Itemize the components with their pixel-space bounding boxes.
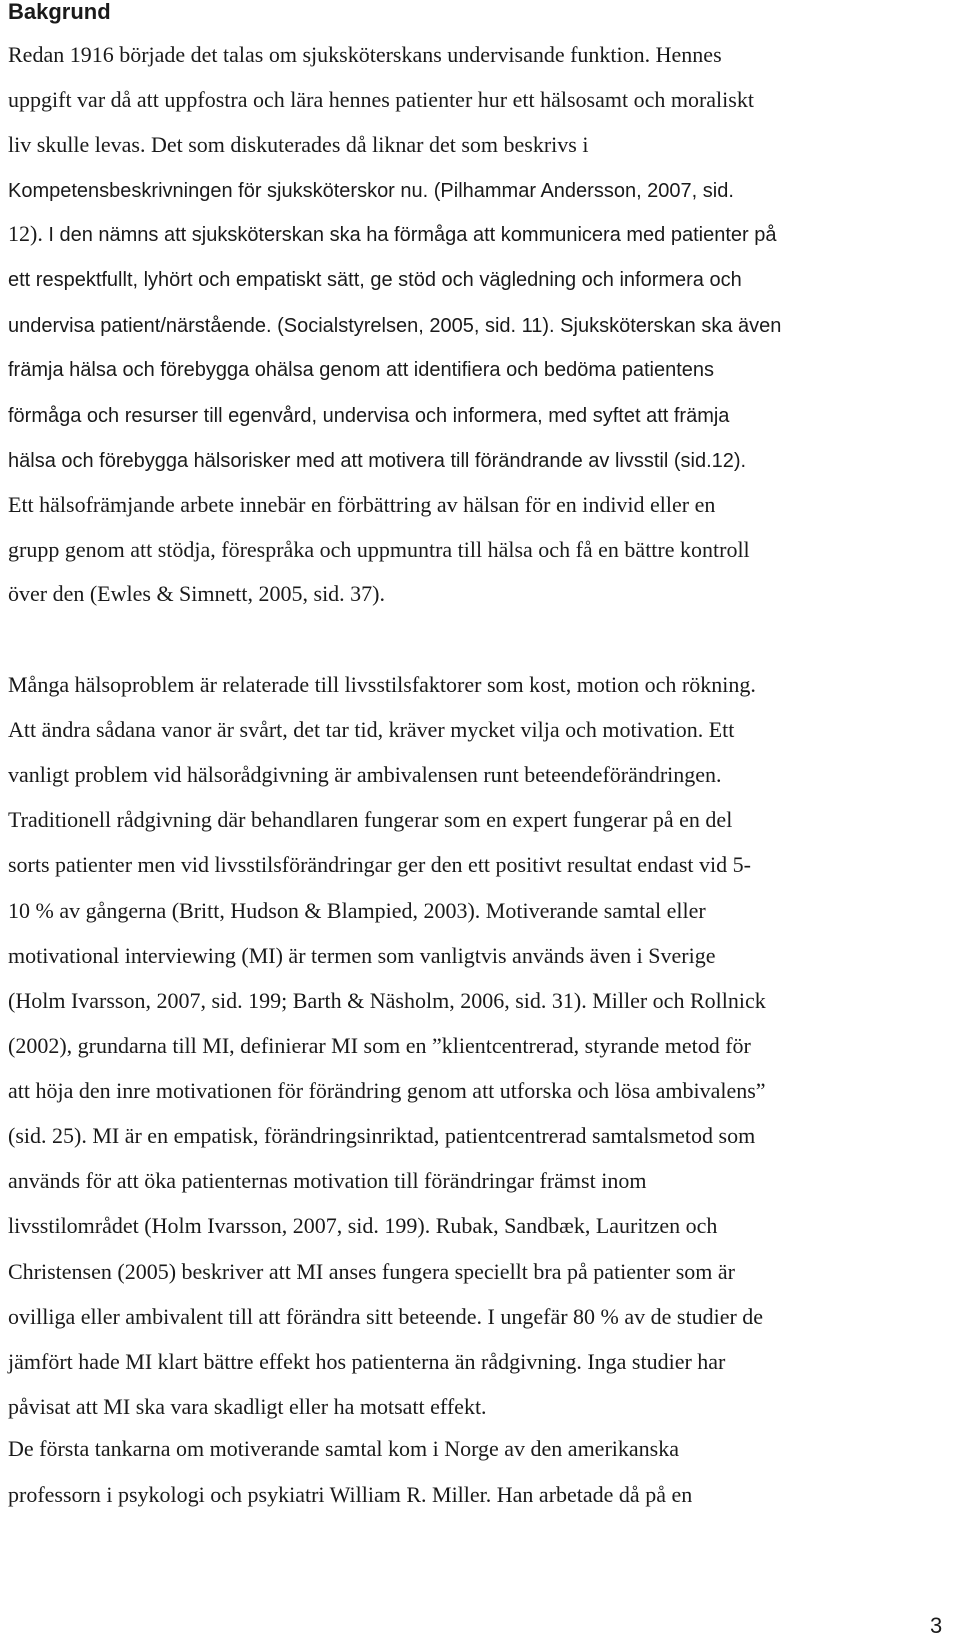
- text-segment: uppgift var då att uppfostra och lära hennes patienter hur ett hälsosamt och moraliskt: [8, 87, 754, 112]
- text-segment: (Holm Ivarsson, 2007, sid. 199; Barth & Näsholm, 2006, sid. 31). Miller och Rollnick: [8, 988, 766, 1013]
- text-segment: De första tankarna om motiverande samtal kom i Norge av den amerikanska: [8, 1436, 679, 1461]
- text-line: [8, 310, 781, 341]
- text-line: [8, 1076, 766, 1106]
- text-line: [8, 175, 734, 206]
- text-line: [8, 400, 729, 431]
- text-segment: Redan 1916 började det talas om sjuksköterskans undervisande funktion. Hennes: [8, 42, 722, 67]
- text-segment-sans: främja hälsa och förebygga ohälsa genom att identifiera och bedöma patientens: [8, 359, 715, 381]
- text-line: [8, 715, 734, 745]
- text-segment: (sid. 25). MI är en empatisk, förändringsinriktad, patientcentrerad samtalsmetod som: [8, 1123, 756, 1148]
- text-segment: jämfört hade MI klart bättre effekt hos patienterna än rådgivning. Inga studier har: [8, 1349, 726, 1374]
- text-segment: sorts patienter men vid livsstilsförändringar ger den ett positivt resultat endast vid 5-: [8, 852, 751, 877]
- text-line: [8, 1211, 717, 1241]
- text-segment: liv skulle levas. Det som diskuterades då liknar det som beskrivs i: [8, 132, 589, 157]
- text-segment: (2002), grundarna till MI, definierar MI som en ”klientcentrerad, styrande metod för: [8, 1033, 751, 1058]
- text-line: [8, 445, 746, 476]
- text-line: [8, 130, 588, 160]
- text-line: [8, 264, 742, 295]
- text-segment-sans: undervisa patient/närstående. (Socialstyrelsen, 2005, sid. 11).: [8, 315, 561, 337]
- text-line: [8, 1480, 692, 1510]
- text-segment-sans: I den nämns att sjuksköterskan ska ha förmåga att kommunicera med patienter på: [48, 224, 777, 246]
- text-line: [8, 219, 776, 250]
- text-line: [8, 670, 756, 700]
- text-line: [8, 760, 722, 790]
- text-line: [8, 1121, 755, 1151]
- text-segment: över den (Ewles & Simnett, 2005, sid. 37).: [8, 581, 386, 606]
- text-line: [8, 40, 722, 70]
- text-segment: livsstilområdet (Holm Ivarsson, 2007, sid. 199). Rubak, Sandbæk, Lauritzen och: [8, 1213, 718, 1238]
- text-segment-sans: ett respektfullt, lyhört och empatiskt sätt, ge stöd och vägledning och informera och: [8, 269, 742, 291]
- text-line: [8, 1031, 751, 1061]
- text-segment: professorn i psykologi och psykiatri William R. Miller. Han arbetade då på en: [8, 1482, 693, 1507]
- text-line: [8, 354, 714, 385]
- text-segment: Många hälsoproblem är relaterade till livsstilsfaktorer som kost, motion och rökning.: [8, 672, 756, 697]
- text-line: [8, 1166, 646, 1196]
- text-segment: att höja den inre motivationen för förändring genom att utforska och lösa ambivalens”: [8, 1078, 766, 1103]
- text-line: [8, 490, 715, 520]
- text-line: [8, 1302, 763, 1332]
- text-segment: påvisat att MI ska vara skadligt eller ha motsatt effekt.: [8, 1394, 487, 1419]
- text-segment: 10 % av gångerna (Britt, Hudson & Blampied, 2003). Motiverande samtal eller: [8, 898, 706, 923]
- text-segment-sans: förmåga och resurser till egenvård, undervisa och informera, med syftet att främja: [8, 405, 730, 427]
- text-line: [8, 579, 385, 609]
- text-segment: vanligt problem vid hälsorådgivning är ambivalensen runt beteendeförändringen.: [8, 762, 722, 787]
- text-line: [8, 1347, 725, 1377]
- text-line: [8, 896, 706, 926]
- text-line: [8, 85, 754, 115]
- text-segment: grupp genom att stödja, förespråka och uppmuntra till hälsa och få en bättre kontroll: [8, 537, 750, 562]
- text-line: [8, 986, 766, 1016]
- text-segment: Traditionell rådgivning där behandlaren fungerar som en expert fungerar på en del: [8, 807, 733, 832]
- text-segment-sans: Kompetensbeskrivningen för sjuksköterskor nu. (Pilhammar Andersson, 2007, sid.: [8, 180, 734, 202]
- text-segment-sans: hälsa och förebygga hälsorisker med att motivera till förändrande av livsstil (sid.12).: [8, 450, 747, 472]
- text-line: [8, 1434, 679, 1464]
- section-heading: Bakgrund: [8, 0, 111, 24]
- page-number: 3: [930, 1613, 943, 1638]
- text-segment: Ett hälsofrämjande arbete innebär en förbättring av hälsan för en individ eller en: [8, 492, 716, 517]
- text-line: [8, 805, 732, 835]
- text-segment-sans: Sjuksköterskan ska även: [560, 315, 782, 337]
- text-segment: motivational interviewing (MI) är termen som vanligtvis används även i Sverige: [8, 943, 716, 968]
- text-segment: 12).: [8, 221, 49, 246]
- text-line: [8, 535, 750, 565]
- text-line: [8, 1392, 487, 1422]
- text-line: [8, 941, 716, 971]
- text-line: [8, 1257, 735, 1287]
- text-segment: ovilliga eller ambivalent till att förändra sitt beteende. I ungefär 80 % av de studier de: [8, 1304, 764, 1329]
- text-segment: används för att öka patienternas motivation till förändringar främst inom: [8, 1168, 647, 1193]
- text-segment: Christensen (2005) beskriver att MI anses fungera speciellt bra på patienter som är: [8, 1259, 735, 1284]
- text-segment: Att ändra sådana vanor är svårt, det tar tid, kräver mycket vilja och motivation. Ett: [8, 717, 735, 742]
- text-line: [8, 850, 751, 880]
